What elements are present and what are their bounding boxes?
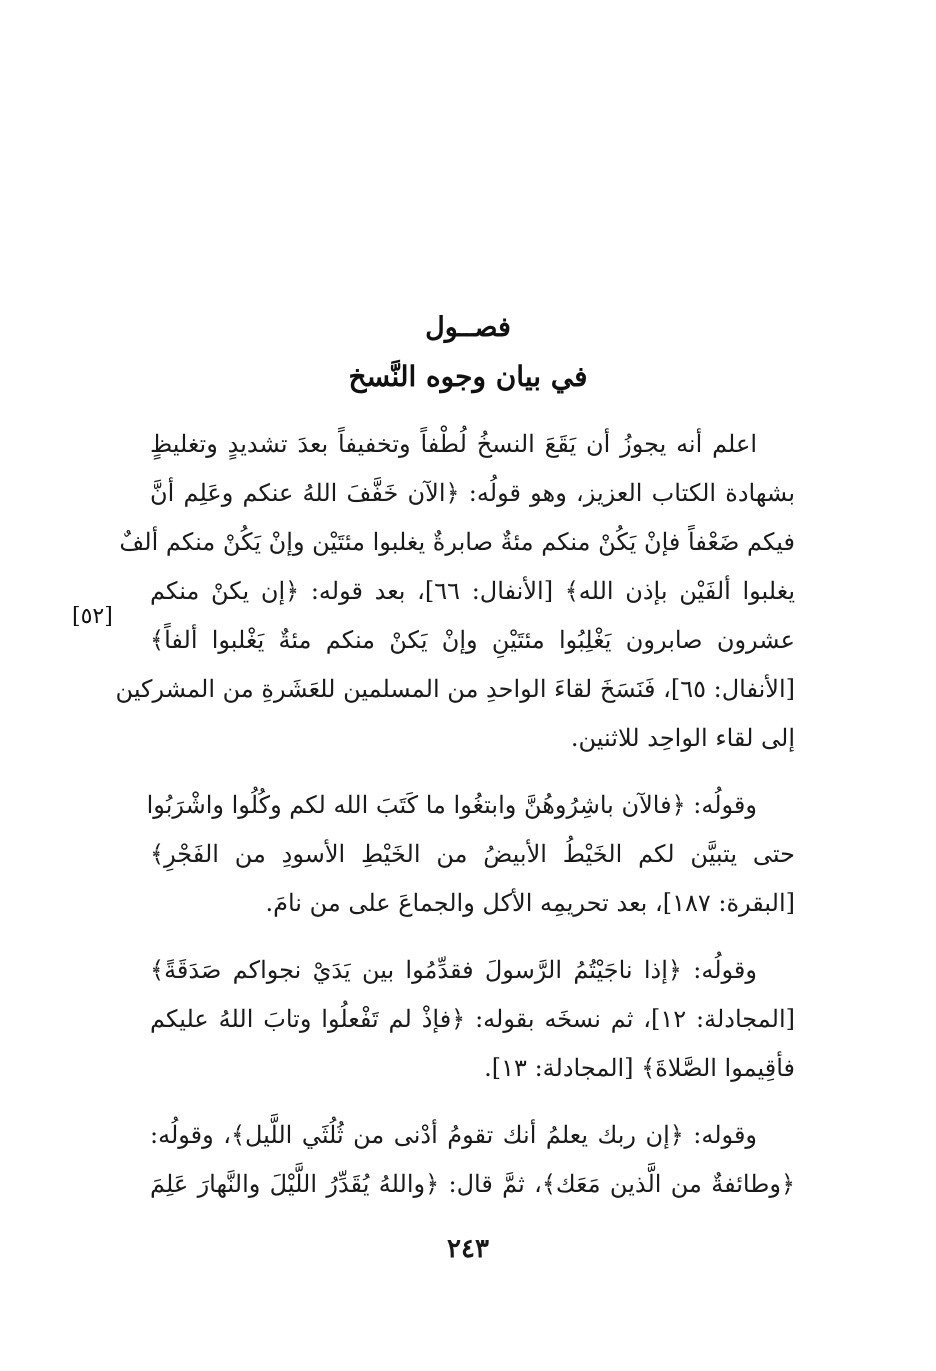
text-line: [المجادلة: ١٢]، ثم نسخَه بقوله: ﴿فإذْ لم تَفْعلُوا وتابَ اللهُ عليكم — [150, 1005, 795, 1033]
text-line: اعلم أنه يجوزُ أن يَقَعَ النسخُ لُطْفاً وتخفيفاً بعدَ تشديدٍ وتغليظٍ — [150, 430, 757, 458]
text-line: وقولُه: ﴿إذا ناجَيْتُمُ الرَّسولَ فقدِّمُوا بين يَدَيْ نجواكم صَدَقَةً﴾ — [150, 956, 757, 984]
text-line: [البقرة: ١٨٧]، بعد تحريمِه الأكل والجماعَ على من نامَ. — [265, 889, 795, 917]
section-title: في بيان وجوه النَّسخ — [348, 360, 588, 393]
paragraph-3 — [150, 946, 835, 1093]
text-line: فأقِيموا الصَّلاةَ﴾ [المجادلة: ١٣]. — [484, 1054, 795, 1082]
text-line: بشهادة الكتاب العزيز، وهو قولُه: ﴿الآن خَفَّفَ اللهُ عنكم وعَلِم أنَّ — [150, 479, 795, 507]
paragraph-4 — [150, 1111, 835, 1209]
paragraph-1 — [115, 420, 835, 763]
text-line: وقوله: ﴿إن ربك يعلمُ أنك تقومُ أدْنى من ثُلُثَي اللَّيل﴾، وقولُه: — [150, 1121, 757, 1149]
text-line: عشرون صابرون يَغْلِبُوا مئتَيْنِ وإنْ يَكنْ منكم مئةٌ يَغْلبوا ألفاً﴾ — [150, 626, 795, 654]
text-line: ﴿وطائفةٌ من الَّذين مَعَك﴾، ثمَّ قال: ﴿واللهُ يُقَدِّرُ اللَّيْلَ والنَّهارَ عَلِمَ — [150, 1170, 795, 1198]
text-line: يغلبوا ألفَيْن بإذن الله﴾ [الأنفال: ٦٦]، بعد قوله: ﴿إن يكنْ منكم — [150, 577, 795, 605]
margin-page-reference: [٥٢] — [72, 604, 113, 629]
text-line: حتى يتبيَّن لكم الخَيْطُ الأبيضُ من الخَيْطِ الأسودِ من الفَجْرِ﴾ — [150, 840, 795, 868]
text-line: فيكم ضَعْفاً فإنْ يَكُنْ منكم مئةٌ صابرةٌ يغلبوا مئتَيْن وإنْ يَكُنْ منكم ألفٌ — [119, 528, 795, 556]
page-number: ٢٤٣ — [447, 1234, 489, 1264]
text-line: [الأنفال: ٦٥]، فَنَسَخَ لقاءَ الواحدِ من المسلمين للعَشَرةِ من المشركين — [115, 675, 795, 703]
text-line: إلى لقاء الواحِد للاثنين. — [570, 724, 795, 752]
chapter-title: فصــول — [425, 312, 511, 343]
paragraph-2 — [146, 781, 835, 928]
text-line: وقولُه: ﴿فالآن باشِرُوهُنَّ وابتغُوا ما كَتَبَ الله لكم وكُلُوا واشْرَبُوا — [146, 791, 757, 819]
body-text — [115, 420, 835, 1209]
